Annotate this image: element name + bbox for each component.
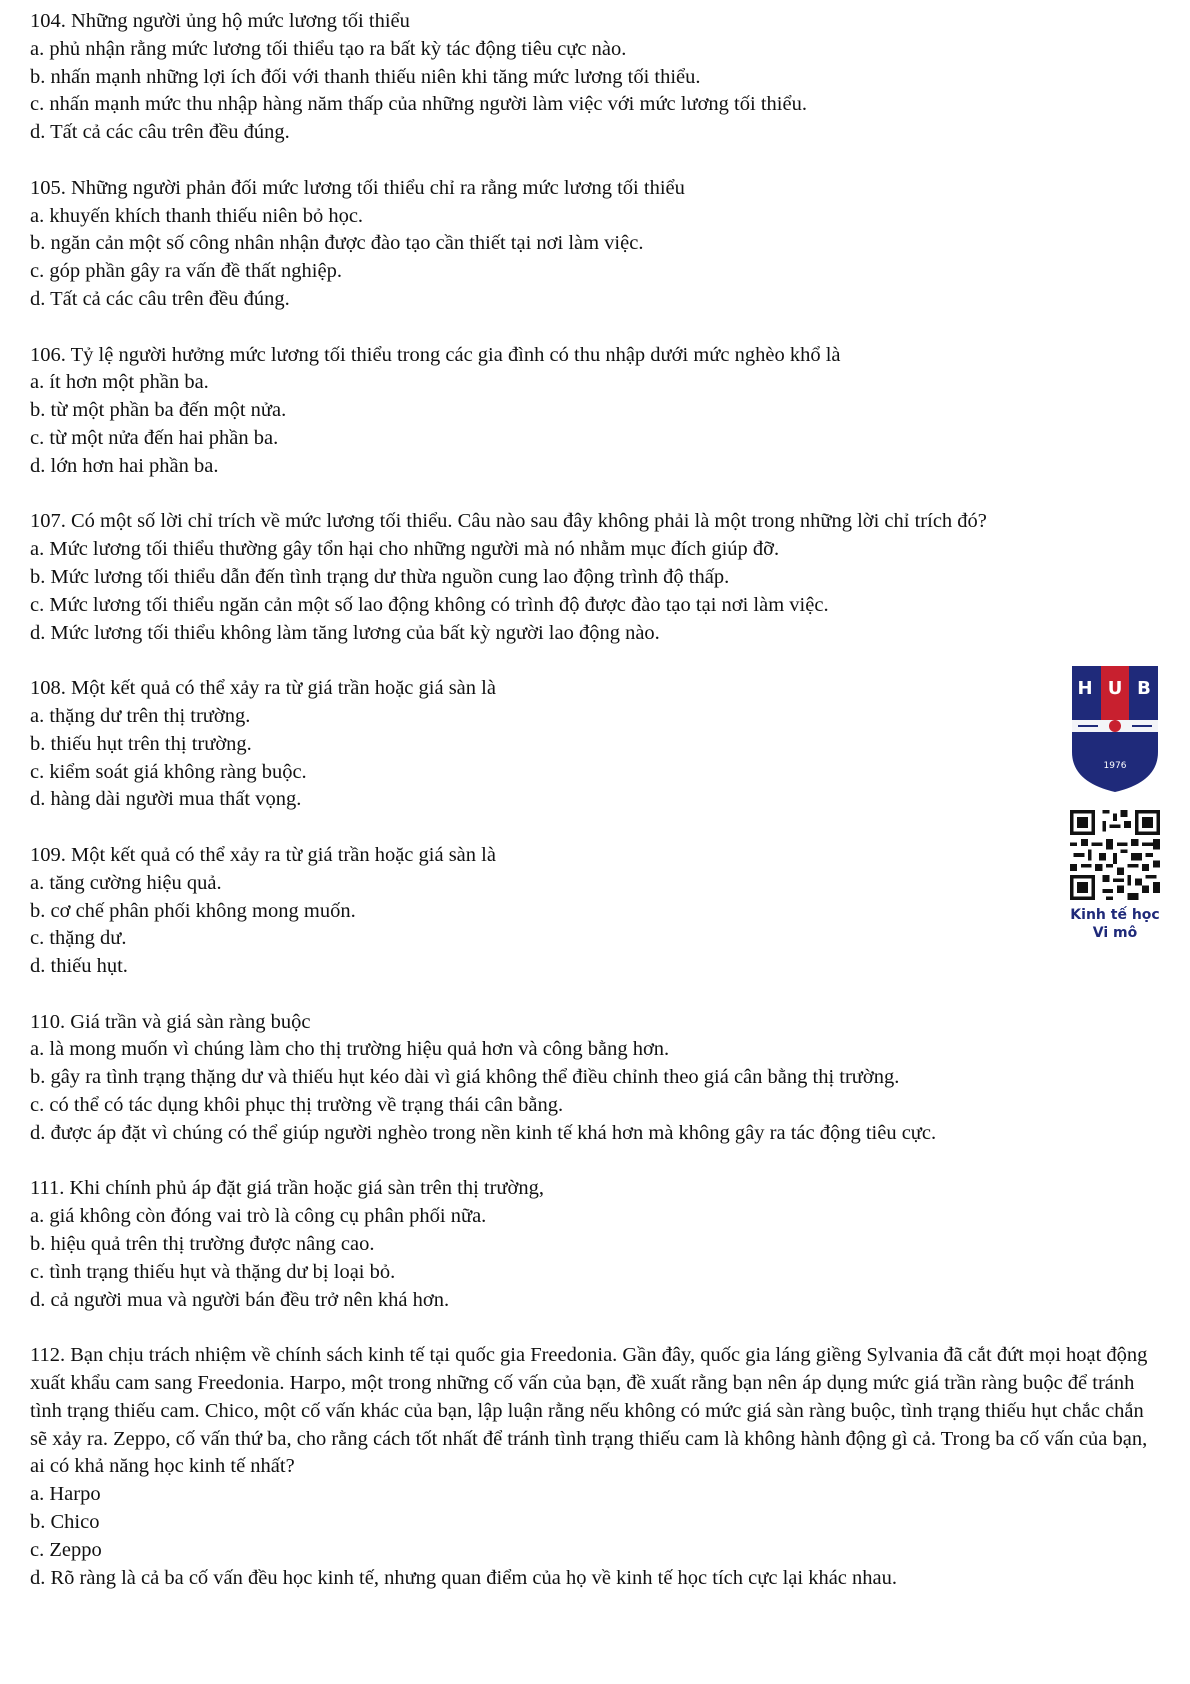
- option-a: a. phủ nhận rằng mức lương tối thiểu tạo ra bất kỳ tác động tiêu cực nào.: [30, 37, 627, 60]
- question-108: [30, 675, 1165, 814]
- svg-text:H: H: [1077, 678, 1093, 699]
- option-c: c. Zeppo: [30, 1538, 102, 1561]
- option-d: d. Tất cả các câu trên đều đúng.: [30, 287, 290, 310]
- option-d: d. hàng dài người mua thất vọng.: [30, 788, 302, 811]
- option-d: d. Tất cả các câu trên đều đúng.: [30, 121, 290, 144]
- qr-code-icon: [1070, 810, 1160, 900]
- option-d: d. cả người mua và người bán đều trở nên khá hơn.: [30, 1288, 450, 1311]
- question-stem: 107. Có một số lời chỉ trích về mức lương tối thiểu. Câu nào sau đây không phải là một trong những lời chỉ trích đó?: [30, 510, 987, 533]
- question-stem: 105. Những người phản đối mức lương tối thiểu chỉ ra rằng mức lương tối thiểu: [30, 176, 685, 199]
- option-c: c. thặng dư.: [30, 927, 127, 950]
- brand-title: Kinh tế học: [1070, 907, 1160, 923]
- option-d: d. được áp đặt vì chúng có thể giúp người nghèo trong nền kinh tế khá hơn mà không gây ra tác động tiêu cực.: [30, 1121, 937, 1144]
- option-c: c. kiểm soát giá không ràng buộc.: [30, 760, 307, 783]
- option-a: a. tăng cường hiệu quả.: [30, 871, 222, 894]
- option-a: a. ít hơn một phần ba.: [30, 371, 209, 394]
- option-b: b. Mức lương tối thiểu dẫn đến tình trạng dư thừa nguồn cung lao động trình độ thấp.: [30, 565, 730, 588]
- question-stem: 110. Giá trần và giá sàn ràng buộc: [30, 1010, 311, 1033]
- option-d: d. lớn hơn hai phần ba.: [30, 454, 219, 477]
- option-b: b. thiếu hụt trên thị trường.: [30, 732, 252, 755]
- question-110: [30, 1009, 1165, 1148]
- option-b: b. ngăn cản một số công nhân nhận được đào tạo cần thiết tại nơi làm việc.: [30, 232, 644, 255]
- option-d: d. thiếu hụt.: [30, 955, 128, 978]
- option-a: a. thặng dư trên thị trường.: [30, 704, 251, 727]
- hub-logo: [1068, 660, 1162, 795]
- option-c: c. từ một nửa đến hai phần ba.: [30, 426, 279, 449]
- option-c: c. tình trạng thiếu hụt và thặng dư bị loại bỏ.: [30, 1260, 396, 1283]
- question-stem: 104. Những người ủng hộ mức lương tối thiểu: [30, 10, 410, 32]
- question-list: [30, 8, 1165, 1620]
- option-a: a. khuyến khích thanh thiếu niên bỏ học.: [30, 204, 364, 227]
- option-a: a. giá không còn đóng vai trò là công cụ phân phối nữa.: [30, 1205, 487, 1228]
- question-112: [30, 1342, 1165, 1592]
- svg-text:1976: 1976: [1103, 761, 1127, 771]
- option-a: a. Harpo: [30, 1483, 101, 1506]
- option-d: d. Rõ ràng là cả ba cố vấn đều học kinh tế, nhưng quan điểm của họ về kinh tế học tích cực lại khác nhau.: [30, 1566, 897, 1589]
- question-stem: 109. Một kết quả có thể xảy ra từ giá trần hoặc giá sàn là: [30, 843, 496, 866]
- option-b: b. hiệu quả trên thị trường được nâng cao.: [30, 1233, 375, 1256]
- option-a: a. là mong muốn vì chúng làm cho thị trường hiệu quả hơn và công bằng hơn.: [30, 1038, 670, 1061]
- option-b: b. nhấn mạnh những lợi ích đối với thanh thiếu niên khi tăng mức lương tối thiểu.: [30, 65, 701, 88]
- option-b: b. cơ chế phân phối không mong muốn.: [30, 899, 356, 922]
- option-b: b. Chico: [30, 1511, 100, 1534]
- question-stem: 111. Khi chính phủ áp đặt giá trần hoặc giá sàn trên thị trường,: [30, 1177, 545, 1200]
- option-c: c. góp phần gây ra vấn đề thất nghiệp.: [30, 260, 342, 283]
- svg-text:B: B: [1137, 678, 1151, 699]
- question-stem: 112. Bạn chịu trách nhiệm về chính sách kinh tế tại quốc gia Freedonia. Gần đây, quốc gia láng giềng Sylvania đã cắt đứt mọi hoạt động xuất khẩu cam sang Freedonia. Harpo, một trong những cố vấn của bạn, đề xuất rằng bạn nên áp dụng mức giá trần ràng buộc để tránh tình trạng thiếu cam. Chico, một cố vấn khác của bạn, lập luận rằng nếu không có mức giá sàn ràng buộc, tình trạng thiếu hụt chắc chắn sẽ xảy ra. Zeppo, cố vấn thứ ba, cho rằng cách tốt nhất để tránh tình trạng thiếu cam là không hành động gì cả. Trong ba cố vấn của bạn, ai có khả năng học kinh tế nhất?: [30, 1344, 1148, 1478]
- question-109: [30, 842, 1165, 981]
- option-d: d. Mức lương tối thiểu không làm tăng lương của bất kỳ người lao động nào.: [30, 621, 660, 644]
- question-105: [30, 175, 1165, 314]
- option-c: c. có thể có tác dụng khôi phục thị trường về trạng thái cân bằng.: [30, 1094, 564, 1117]
- question-107: [30, 508, 1165, 647]
- option-c: c. nhấn mạnh mức thu nhập hàng năm thấp của những người làm việc với mức lương tối thiểu.: [30, 93, 807, 116]
- option-a: a. Mức lương tối thiểu thường gây tổn hại cho những người mà nó nhằm mục đích giúp đỡ.: [30, 538, 780, 561]
- question-stem: 108. Một kết quả có thể xảy ra từ giá trần hoặc giá sàn là: [30, 677, 496, 700]
- question-106: [30, 342, 1165, 481]
- question-104: [30, 8, 1165, 147]
- option-b: b. từ một phần ba đến một nửa.: [30, 399, 287, 422]
- option-c: c. Mức lương tối thiểu ngăn cản một số lao động không có trình độ được đào tạo tại nơi làm việc.: [30, 593, 829, 616]
- svg-text:U: U: [1107, 678, 1123, 699]
- brand-subtitle: Vi mô: [1092, 925, 1138, 941]
- question-stem: 106. Tỷ lệ người hưởng mức lương tối thiểu trong các gia đình có thu nhập dưới mức nghèo khổ là: [30, 343, 841, 366]
- question-111: [30, 1175, 1165, 1314]
- option-b: b. gây ra tình trạng thặng dư và thiếu hụt kéo dài vì giá không thể điều chỉnh theo giá cân bằng thị trường.: [30, 1066, 900, 1089]
